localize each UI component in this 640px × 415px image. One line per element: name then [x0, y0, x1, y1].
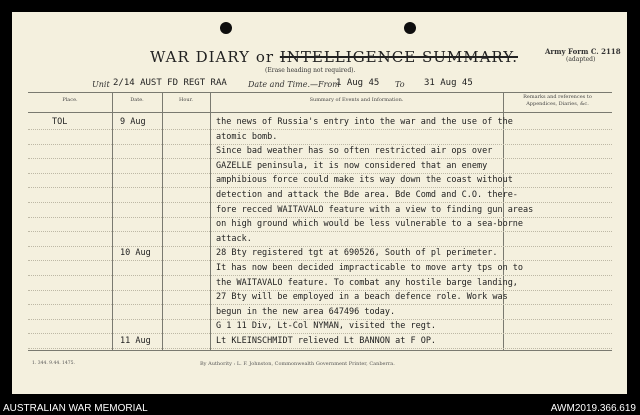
- printer-imprint: By Authority : L. F. Johnston, Commonwealth Government Printer, Canberra.: [200, 361, 395, 367]
- header-top-rule: [28, 92, 612, 93]
- entry-text: Since bad weather has so often restricted air ops over: [216, 146, 493, 157]
- archive-name: AUSTRALIAN WAR MEMORIAL: [3, 403, 148, 414]
- row-rule: [28, 187, 612, 188]
- row-rule: [28, 217, 612, 218]
- entry-text: 28 Bty registered tgt at 690526, South of pl perimeter.: [216, 248, 498, 259]
- entry-date: 9 Aug: [120, 117, 146, 127]
- entry-date: 11 Aug: [120, 336, 151, 346]
- col-header-date: Date.: [130, 97, 144, 103]
- col-divider-place: [112, 92, 113, 350]
- row-rule: [28, 231, 612, 232]
- col-header-remarks-1: Remarks and references to: [523, 94, 592, 100]
- col-header-remarks-2: Appendices, Diaries, &c.: [526, 101, 589, 107]
- row-rule: [28, 290, 612, 291]
- from-value: 1 Aug 45: [336, 78, 380, 88]
- entry-text: the news of Russia's entry into the war and the use of the: [216, 117, 513, 127]
- entry-text: detection and attack the Bde area. Bde Comd and C.O. there-: [216, 190, 518, 200]
- header-bottom-rule: [28, 112, 612, 113]
- col-header-hour: Hour.: [178, 97, 194, 103]
- date-label: Date and Time.—From: [248, 80, 340, 89]
- row-rule: [28, 144, 612, 145]
- entry-text: Lt KLEINSCHMIDT relieved Lt BANNON at F OP.: [216, 336, 437, 346]
- to-value: 31 Aug 45: [424, 78, 473, 88]
- title-struck: INTELLIGENCE SUMMARY.: [279, 48, 518, 66]
- entry-date: 10 Aug: [120, 248, 151, 259]
- to-label: To: [395, 80, 405, 89]
- entry-text: GAZELLE peninsula, it is now considered that an enemy: [216, 160, 488, 171]
- army-form-note: (adapted): [566, 56, 596, 63]
- col-divider-date: [162, 92, 163, 350]
- entry-text: amphibious force could make its way down the coast without: [216, 175, 513, 186]
- entry-text: It has now been decided impracticable to move arty tps on to: [216, 263, 524, 273]
- row-rule: [28, 260, 612, 261]
- col-divider-hour: [210, 92, 211, 350]
- entry-place: TOL: [52, 117, 68, 127]
- punch-hole-left: [220, 22, 232, 34]
- punch-hole-right: [404, 22, 416, 34]
- title-main: WAR DIARY or: [150, 48, 275, 66]
- row-rule: [28, 202, 612, 203]
- col-header-summary: Summary of Events and Information.: [309, 97, 404, 103]
- row-rule: [28, 158, 612, 159]
- unit-value: 2/14 AUST FD REGT RAA: [113, 78, 227, 88]
- army-form-number: Army Form C. 2118: [545, 47, 621, 56]
- row-rule: [28, 333, 612, 334]
- row-rule: [28, 275, 612, 276]
- form-print-number: 1. 344. 9.44. 1475.: [32, 361, 75, 366]
- entry-text: G 1 11 Div, Lt-Col NYMAN, visited the regt.: [216, 321, 437, 332]
- row-rule: [28, 246, 612, 247]
- col-header-place: Place.: [62, 97, 78, 103]
- row-rule: [28, 173, 612, 174]
- table-bottom-rule: [28, 350, 612, 351]
- archive-reference: AWM2019.366.619: [550, 403, 636, 414]
- entry-text: the WAITAVALO feature. To combat any hostile barge landing,: [216, 277, 518, 288]
- row-rule: [28, 319, 612, 320]
- entry-text: begun in the new area 647496 today.: [216, 306, 396, 317]
- row-rule: [28, 304, 612, 305]
- entry-text: attack.: [216, 233, 252, 244]
- entry-text: 27 Bty will be employed in a beach defence role. Work was: [216, 292, 508, 303]
- form-title: [150, 48, 518, 66]
- erase-note: (Erase heading not required).: [265, 67, 356, 74]
- unit-label: Unit: [92, 80, 110, 89]
- entry-text: fore recced WAITAVALO feature with a view to finding gun areas: [216, 204, 534, 215]
- entry-text: atomic bomb.: [216, 131, 278, 142]
- row-rule: [28, 129, 612, 130]
- entry-text: on high ground which would be less vulnerable to a sea-borne: [216, 219, 524, 230]
- row-rule: [28, 348, 612, 349]
